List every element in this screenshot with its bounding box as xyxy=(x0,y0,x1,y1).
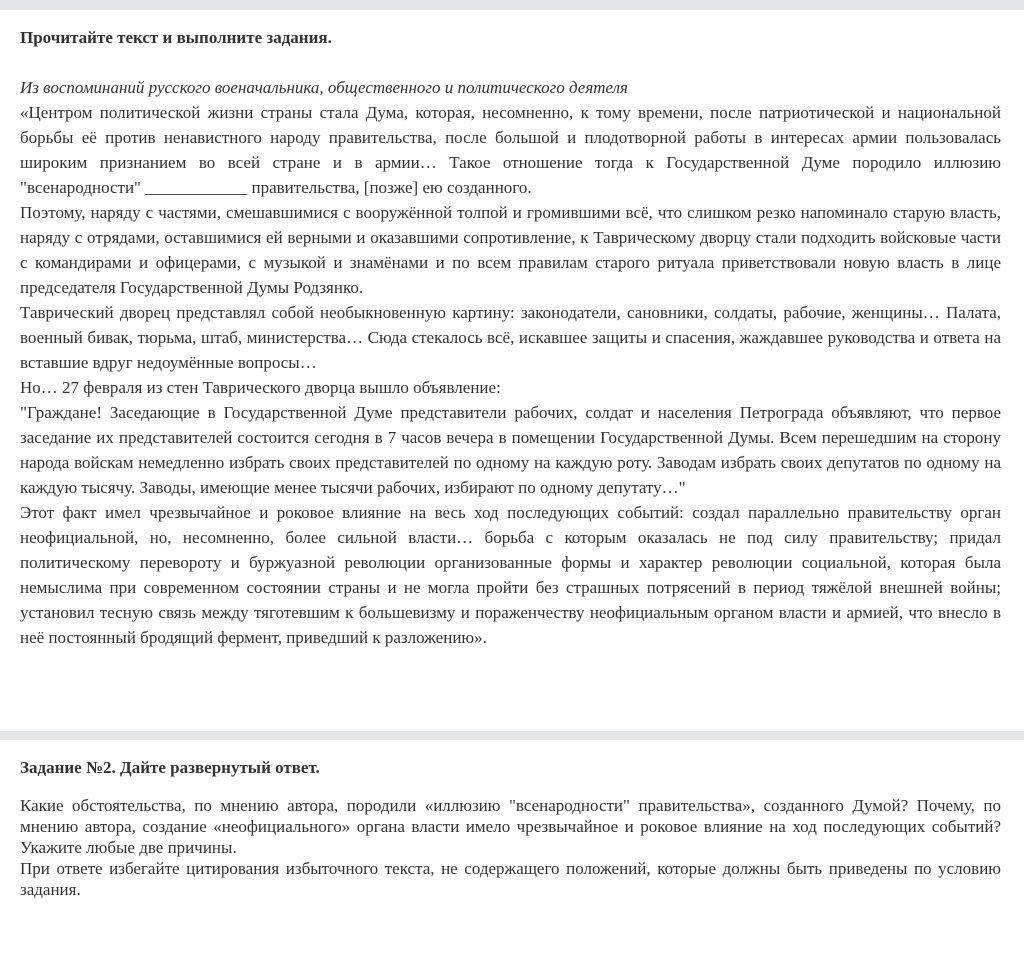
text-paragraph: Поэтому, наряду с частями, смешавшимися с вооружённой толпой и громившими всё, что слишком резко напоминало старую власть, наряду с отрядами, оставшимися ей верными и оказавшими сопротивление, к Таврическому дворцу стали подходить войсковые части с командирами и офицерами, с музыкой и знамёнами и по всем правилам старого ритуала приветствовали новую власть в лице председателя Государственной Думы Родзянко. xyxy=(20,203,1001,297)
reading-heading: Прочитайте текст и выполните задания. xyxy=(20,28,332,47)
task-heading: Задание №2. Дайте развернутый ответ. xyxy=(20,758,320,777)
text-paragraph: Но… 27 февраля из стен Таврического дворца вышло объявление: xyxy=(20,378,501,397)
section-divider-band xyxy=(0,731,1024,740)
top-divider-band xyxy=(0,0,1024,10)
task-panel xyxy=(20,758,1001,900)
text-paragraph: "Граждане! Заседающие в Государственной Думе представители рабочих, солдат и населения Петрограда объявляют, что первое заседание их представителей состоится сегодня в 7 часов вечера в помещении Государственной Думы. Всем перешедшим на сторону народа войскам немедленно избрать своих представителей по одному на каждую роту. Заводам избрать своих депутатов по одному на каждую тысячу. Заводы, имеющие менее тысячи рабочих, избирают по одному депутату…" xyxy=(20,403,1001,497)
task-instruction: При ответе избегайте цитирования избыточного текста, не содержащего положений, которые должны быть приведены по условию задания. xyxy=(20,859,1001,899)
text-paragraph: Таврический дворец представлял собой необыкновенную картину: законодатели, сановники, солдаты, рабочие, женщины… Палата, военный бивак, тюрьма, штаб, министерства… Сюда стекалось всё, искавшее защиты и спасения, жаждавшее руководства и ответа на вставшие вдруг недоумённые вопросы… xyxy=(20,303,1001,372)
text-paragraph: Этот факт имел чрезвычайное и роковое влияние на весь ход последующих событий: создал параллельно правительству орган неофициальной, но, несомненно, более сильной власти… борьба с которым оказалась не под силу правительству; придал политическому перевороту и буржуазной революции организованные формы и характер революции социальной, которая была немыслима при современном состоянии страны и не могла пройти без страшных потрясений в период тяжёлой внешней войны; установил тесную связь между тяготевшим к большевизму и пораженчеству неофициальным органом власти и армией, что внесло в неё постоянный бродящий фермент, приведший к разложению». xyxy=(20,503,1001,647)
reading-panel xyxy=(20,28,1001,650)
task-question: Какие обстоятельства, по мнению автора, породили «иллюзию "всенародности" правительства», созданного Думой? Почему, по мнению автора, создание «неофициального» органа власти имело чрезвычайное и роковое влияние на ход последующих событий? Укажите любые две причины. xyxy=(20,796,1001,857)
source-caption: Из воспоминаний русского военачальника, общественного и политического деятеля xyxy=(20,78,628,97)
text-paragraph: «Центром политической жизни страны стала Дума, которая, несомненно, к тому времени, после патриотической и национальной борьбы её против ненавистного народу правительства, после большой и плодотворной работы в интересах армии пользовалась широким признанием во всей стране и в армии… Такое отношение тогда к Государственной Думе породило иллюзию "всенародности" ____________ правительства, [позже] ею созданного. xyxy=(20,103,1001,197)
